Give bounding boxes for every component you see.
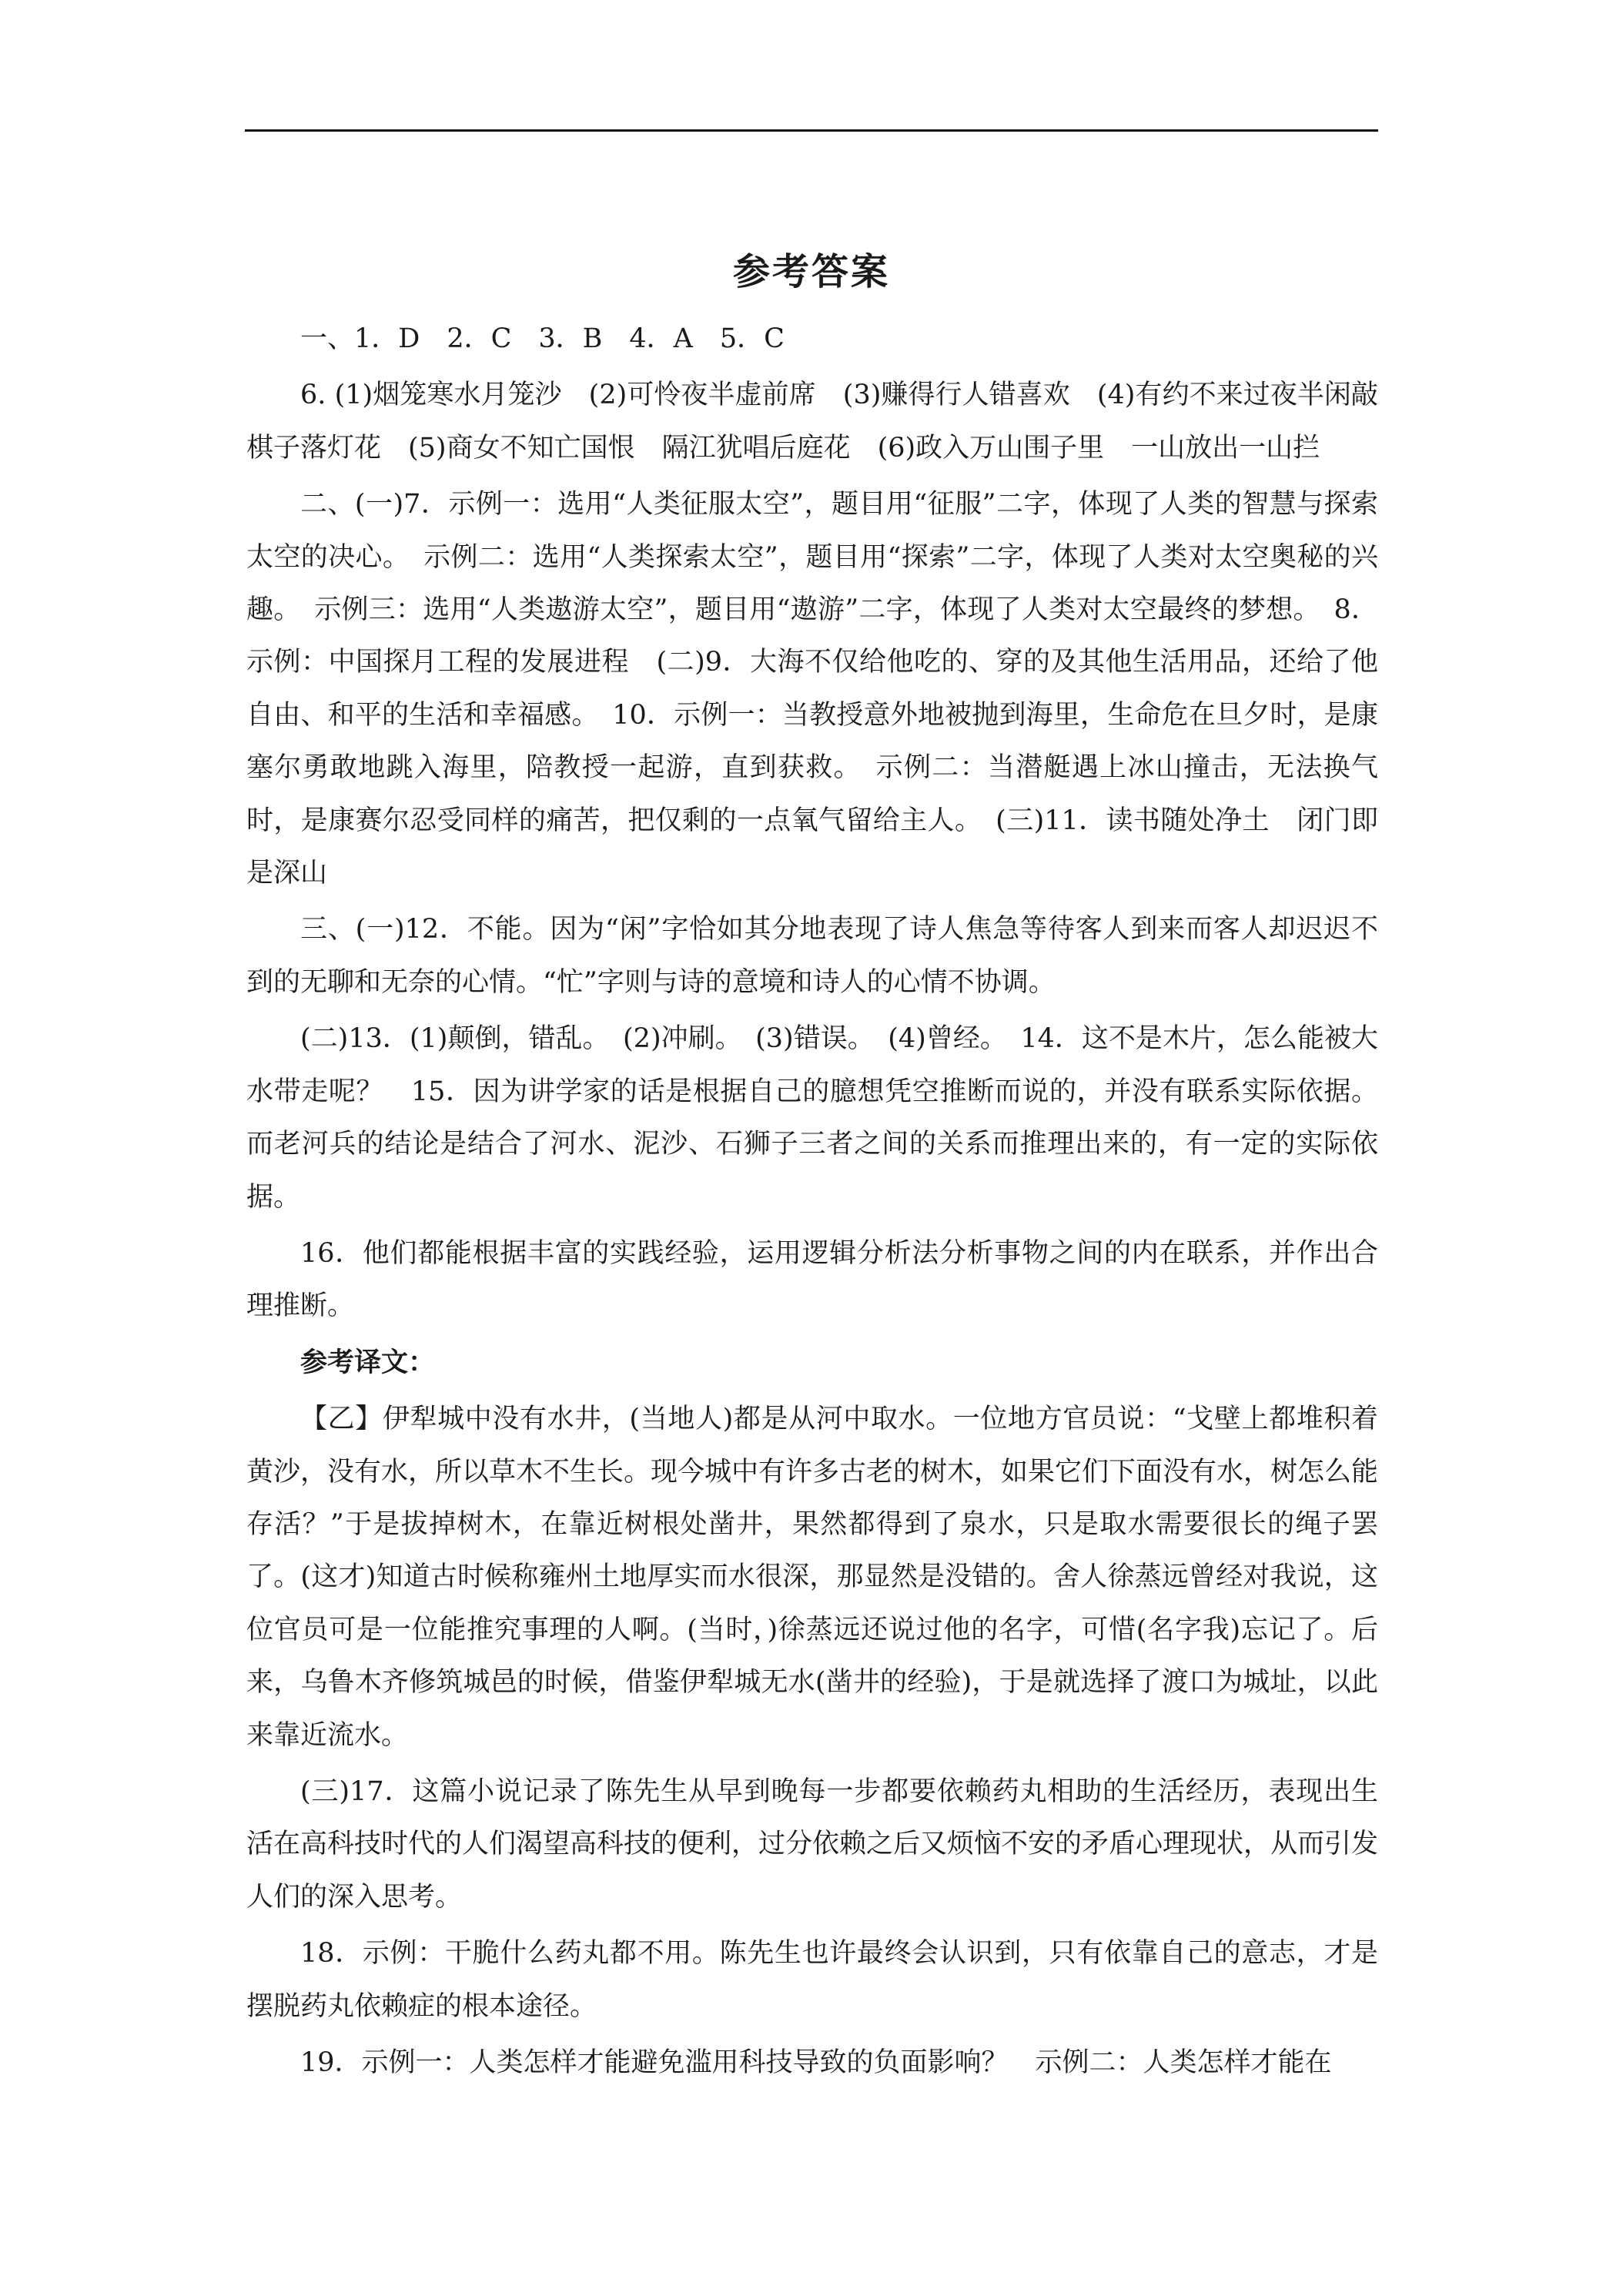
translation-text: 【乙】伊犁城中没有水井，(当地人)都是从河中取水。一位地方官员说：“戈壁上都堆积着黄沙，没有水，所以草木不生长。现今城中有许多古老的树木，如果它们下面没有水，树怎么能存活？”于是拔掉树木，在靠近树根处凿井，果然都得到了泉水，只是取水需要很长的绳子罢了。(这才)知道古时候称雍州土地厚实而水很深，那显然是没错的。舍人徐蒸远曾经对我说，这位官员可是一位能推究事理的人啊。(当时，)徐蒸远还说过他的名字，可惜(名字我)忘记了。后来，乌鲁木齐修筑城邑的时候，借鉴伊犁城无水(凿井的经验)，于是就选择了渡口为城址，以此来靠近流水。 [246, 1404, 1379, 1751]
answer-items-13-15: (二)13．(1)颠倒，错乱。 (2)冲刷。 (3)错误。 (4)曾经。 14．这不是木片，怎么能被大水带走呢？ 15．因为讲学家的话是根据自己的臆想凭空推断而说的，并没有联系实际依据。而老河兵的结论是结合了河水、泥沙、石狮子三者之间的关系而推理出来的，有一定的实际依据。 [246, 1023, 1378, 1213]
answer-section-1: 一、1．D 2．C 3．B 4．A 5．C [300, 323, 785, 354]
answer-section-2: 二、(一)7．示例一：选用“人类征服太空”，题目用“征服”二字，体现了人类的智慧与探索太空的决心。 示例二：选用“人类探索太空”，题目用“探索”二字，体现了人类对太空奥秘的兴趣。 示例三：选用“人类遨游太空”，题目用“遨游”二字，体现了人类对太空最终的梦想。 8．示例：中国探月工程的发展进程 (二)9．大海不仅给他吃的、穿的及其他生活用品，还给了他自由、和平的生活和幸福感。 10．示例一：当教授意外地被抛到海里，生命危在旦夕时，是康塞尔勇敢地跳入海里，陪教授一起游，直到获救。 示例二：当潜艇遇上冰山撞击，无法换气时，是康赛尔忍受同样的痛苦，把仅剩的一点氧气留给主人。 (三)11．读书随处净土 闭门即是深山 [246, 489, 1378, 889]
page-title: 参考答案 [732, 250, 890, 293]
answer-item-19: 19．示例一：人类怎样才能避免滥用科技导致的负面影响？ 示例二：人类怎样才能在 [300, 2047, 1332, 2078]
answer-item-17: (三)17．这篇小说记录了陈先生从早到晚每一步都要依赖药丸相助的生活经历，表现出生活在高科技时代的人们渴望高科技的便利，过分依赖之后又烦恼不安的矛盾心理现状，从而引发人们的深入思考。 [246, 1776, 1379, 1913]
answer-item-6: 6. (1)烟笼寒水月笼沙 (2)可怜夜半虚前席 (3)赚得行人错喜欢 (4)有约不来过夜半闲敲棋子落灯花 (5)商女不知亡国恨 隔江犹唱后庭花 (6)政入万山围子里 一山放出一山拦 [246, 380, 1378, 464]
header-rule [245, 129, 1378, 132]
answer-item-16: 16．他们都能根据丰富的实践经验，运用逻辑分析法分析事物之间的内在联系，并作出合理推断。 [246, 1237, 1378, 1322]
answer-item-18: 18．示例：干脆什么药丸都不用。陈先生也许最终会认识到，只有依靠自己的意志，才是摆脱药丸依赖症的根本途径。 [246, 1938, 1378, 2022]
translation-heading: 参考译文： [300, 1347, 436, 1378]
answer-content [246, 313, 1378, 2093]
answer-section-3: 三、(一)12．不能。因为“闲”字恰如其分地表现了诗人焦急等待客人到来而客人却迟迟不到的无聊和无奈的心情。“忙”字则与诗的意境和诗人的心情不协调。 [246, 914, 1378, 998]
